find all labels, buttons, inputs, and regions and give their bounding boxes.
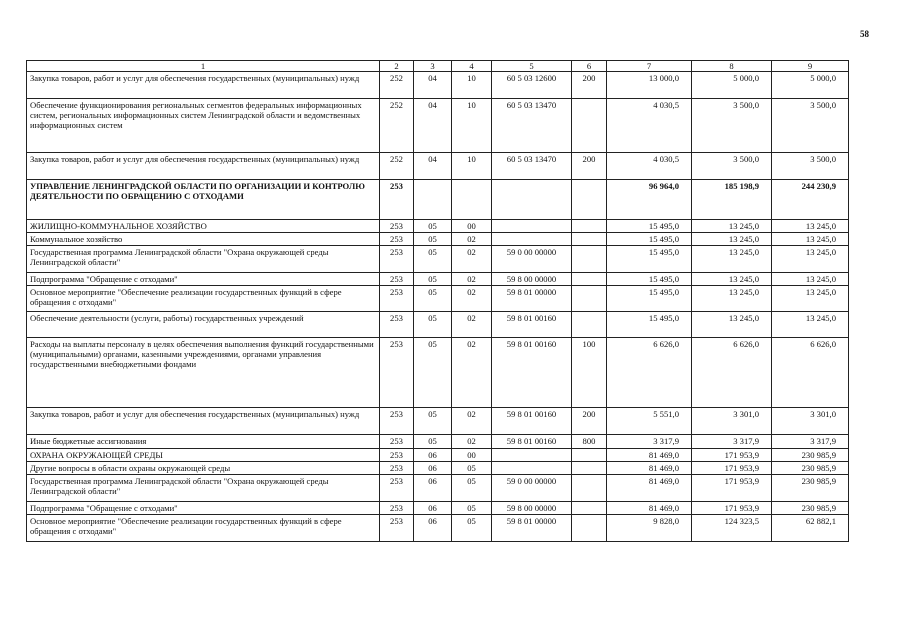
row-code-cell: 253	[380, 286, 414, 312]
table-row	[27, 515, 849, 542]
row-expense-type-cell	[572, 515, 607, 542]
row-year2-cell: 3 317,9	[692, 435, 772, 449]
row-target-cell: 59 8 00 00000	[492, 273, 572, 286]
row-year3-cell: 6 626,0	[772, 338, 849, 408]
row-year3-cell: 3 500,0	[772, 99, 849, 153]
row-section-cell: 05	[414, 273, 452, 286]
row-code-cell: 253	[380, 515, 414, 542]
row-subsection-cell: 10	[452, 72, 492, 99]
row-year1-cell: 81 469,0	[607, 502, 692, 515]
row-name-cell: Подпрограмма "Обращение с отходами"	[27, 502, 380, 515]
row-section-cell: 04	[414, 72, 452, 99]
column-number-cell: 4	[452, 61, 492, 72]
table-row	[27, 99, 849, 153]
row-year3-cell: 13 245,0	[772, 312, 849, 338]
row-target-cell: 60 5 03 13470	[492, 153, 572, 180]
row-subsection-cell: 02	[452, 273, 492, 286]
row-year2-cell: 171 953,9	[692, 502, 772, 515]
row-year3-cell: 244 230,9	[772, 180, 849, 220]
row-code-cell: 253	[380, 338, 414, 408]
row-name-cell: Обеспечение функционирования региональных сегментов федеральных информационных систем, региональных информационных систем Ленинградской области и ведомственных информационных систем	[27, 99, 380, 153]
row-year3-cell: 13 245,0	[772, 233, 849, 246]
row-year1-cell: 15 495,0	[607, 312, 692, 338]
table-row	[27, 246, 849, 273]
row-year3-cell: 3 317,9	[772, 435, 849, 449]
row-section-cell: 05	[414, 220, 452, 233]
row-expense-type-cell	[572, 502, 607, 515]
row-name-cell: Государственная программа Ленинградской области "Охрана окружающей среды Ленинградской области"	[27, 475, 380, 502]
row-code-cell: 253	[380, 435, 414, 449]
row-year1-cell: 4 030,5	[607, 99, 692, 153]
row-name-cell: ЖИЛИЩНО-КОММУНАЛЬНОЕ ХОЗЯЙСТВО	[27, 220, 380, 233]
column-number-cell: 7	[607, 61, 692, 72]
table-row	[27, 220, 849, 233]
row-year2-cell: 5 000,0	[692, 72, 772, 99]
row-year1-cell: 96 964,0	[607, 180, 692, 220]
row-target-cell: 59 8 01 00160	[492, 338, 572, 408]
row-target-cell: 59 8 01 00160	[492, 408, 572, 435]
row-year1-cell: 15 495,0	[607, 246, 692, 273]
row-year2-cell: 124 323,5	[692, 515, 772, 542]
table-row	[27, 435, 849, 449]
row-expense-type-cell	[572, 449, 607, 462]
row-year1-cell: 15 495,0	[607, 233, 692, 246]
row-section-cell: 06	[414, 475, 452, 502]
page-number: 58	[860, 29, 869, 39]
row-target-cell: 59 8 00 00000	[492, 502, 572, 515]
row-year2-cell: 3 500,0	[692, 99, 772, 153]
row-expense-type-cell	[572, 220, 607, 233]
row-section-cell: 05	[414, 338, 452, 408]
row-subsection-cell: 10	[452, 99, 492, 153]
row-subsection-cell: 02	[452, 286, 492, 312]
row-subsection-cell: 02	[452, 435, 492, 449]
table-row	[27, 475, 849, 502]
row-year1-cell: 3 317,9	[607, 435, 692, 449]
row-subsection-cell: 05	[452, 515, 492, 542]
budget-table	[26, 60, 849, 542]
table-row	[27, 312, 849, 338]
row-year1-cell: 15 495,0	[607, 273, 692, 286]
row-subsection-cell: 02	[452, 312, 492, 338]
row-year3-cell: 230 985,9	[772, 449, 849, 462]
table-row	[27, 72, 849, 99]
column-number-cell: 3	[414, 61, 452, 72]
row-year3-cell: 5 000,0	[772, 72, 849, 99]
row-year1-cell: 13 000,0	[607, 72, 692, 99]
row-year2-cell: 171 953,9	[692, 475, 772, 502]
table-row	[27, 408, 849, 435]
row-year2-cell: 13 245,0	[692, 220, 772, 233]
row-year2-cell: 3 500,0	[692, 153, 772, 180]
row-target-cell: 60 5 03 13470	[492, 99, 572, 153]
row-target-cell: 59 8 01 00000	[492, 286, 572, 312]
row-subsection-cell: 10	[452, 153, 492, 180]
row-subsection-cell	[452, 180, 492, 220]
row-year2-cell: 6 626,0	[692, 338, 772, 408]
row-name-cell: ОХРАНА ОКРУЖАЮЩЕЙ СРЕДЫ	[27, 449, 380, 462]
table-row	[27, 502, 849, 515]
row-subsection-cell: 02	[452, 246, 492, 273]
row-code-cell: 253	[380, 180, 414, 220]
row-year2-cell: 3 301,0	[692, 408, 772, 435]
row-subsection-cell: 05	[452, 502, 492, 515]
row-expense-type-cell	[572, 180, 607, 220]
row-target-cell: 59 8 01 00160	[492, 435, 572, 449]
row-name-cell: Закупка товаров, работ и услуг для обеспечения государственных (муниципальных) нужд	[27, 72, 380, 99]
row-subsection-cell: 02	[452, 338, 492, 408]
row-section-cell: 05	[414, 246, 452, 273]
row-year3-cell: 3 301,0	[772, 408, 849, 435]
row-section-cell: 05	[414, 312, 452, 338]
row-year2-cell: 13 245,0	[692, 273, 772, 286]
row-name-cell: Иные бюджетные ассигнования	[27, 435, 380, 449]
row-year2-cell: 171 953,9	[692, 449, 772, 462]
row-name-cell: Подпрограмма "Обращение с отходами"	[27, 273, 380, 286]
table-row	[27, 233, 849, 246]
row-year1-cell: 81 469,0	[607, 462, 692, 475]
row-name-cell: Коммунальное хозяйство	[27, 233, 380, 246]
row-target-cell: 59 8 01 00000	[492, 515, 572, 542]
row-expense-type-cell: 100	[572, 338, 607, 408]
row-target-cell: 60 5 03 12600	[492, 72, 572, 99]
column-number-cell: 8	[692, 61, 772, 72]
row-name-cell: Закупка товаров, работ и услуг для обеспечения государственных (муниципальных) нужд	[27, 408, 380, 435]
row-section-cell: 05	[414, 286, 452, 312]
row-target-cell	[492, 233, 572, 246]
row-year1-cell: 9 828,0	[607, 515, 692, 542]
column-number-cell: 6	[572, 61, 607, 72]
table-row	[27, 180, 849, 220]
row-target-cell	[492, 462, 572, 475]
table-row	[27, 273, 849, 286]
row-section-cell: 04	[414, 153, 452, 180]
row-expense-type-cell	[572, 99, 607, 153]
row-year3-cell: 13 245,0	[772, 286, 849, 312]
row-expense-type-cell: 800	[572, 435, 607, 449]
row-code-cell: 252	[380, 72, 414, 99]
column-number-cell: 9	[772, 61, 849, 72]
row-expense-type-cell	[572, 246, 607, 273]
column-number-row	[27, 61, 849, 72]
row-year2-cell: 13 245,0	[692, 246, 772, 273]
row-year3-cell: 230 985,9	[772, 475, 849, 502]
row-section-cell: 05	[414, 435, 452, 449]
row-expense-type-cell	[572, 286, 607, 312]
row-year1-cell: 81 469,0	[607, 475, 692, 502]
row-expense-type-cell	[572, 462, 607, 475]
row-expense-type-cell	[572, 233, 607, 246]
row-code-cell: 253	[380, 462, 414, 475]
row-target-cell	[492, 449, 572, 462]
row-year1-cell: 15 495,0	[607, 286, 692, 312]
row-year2-cell: 13 245,0	[692, 312, 772, 338]
table-row	[27, 286, 849, 312]
row-code-cell: 253	[380, 449, 414, 462]
table-row	[27, 338, 849, 408]
row-expense-type-cell	[572, 312, 607, 338]
column-number-cell: 2	[380, 61, 414, 72]
row-code-cell: 253	[380, 475, 414, 502]
row-name-cell: Закупка товаров, работ и услуг для обеспечения государственных (муниципальных) нужд	[27, 153, 380, 180]
row-target-cell	[492, 180, 572, 220]
row-code-cell: 253	[380, 273, 414, 286]
row-name-cell: Основное мероприятие "Обеспечение реализации государственных функций в сфере обращения с отходами"	[27, 515, 380, 542]
row-section-cell: 06	[414, 449, 452, 462]
column-number-cell: 5	[492, 61, 572, 72]
row-name-cell: УПРАВЛЕНИЕ ЛЕНИНГРАДСКОЙ ОБЛАСТИ ПО ОРГАНИЗАЦИИ И КОНТРОЛЮ ДЕЯТЕЛЬНОСТИ ПО ОБРАЩЕНИЮ С ОТХОДАМИ	[27, 180, 380, 220]
row-section-cell: 06	[414, 502, 452, 515]
row-expense-type-cell: 200	[572, 153, 607, 180]
row-year3-cell: 230 985,9	[772, 462, 849, 475]
row-code-cell: 252	[380, 99, 414, 153]
row-code-cell: 253	[380, 312, 414, 338]
row-expense-type-cell: 200	[572, 72, 607, 99]
row-year3-cell: 13 245,0	[772, 220, 849, 233]
row-section-cell: 04	[414, 99, 452, 153]
row-expense-type-cell: 200	[572, 408, 607, 435]
row-section-cell: 05	[414, 233, 452, 246]
row-year3-cell: 230 985,9	[772, 502, 849, 515]
row-code-cell: 253	[380, 408, 414, 435]
row-target-cell: 59 0 00 00000	[492, 246, 572, 273]
table-body	[27, 61, 849, 542]
row-name-cell: Государственная программа Ленинградской области "Охрана окружающей среды Ленинградской области"	[27, 246, 380, 273]
row-subsection-cell: 02	[452, 408, 492, 435]
table-row	[27, 449, 849, 462]
row-subsection-cell: 00	[452, 449, 492, 462]
row-year1-cell: 81 469,0	[607, 449, 692, 462]
row-subsection-cell: 05	[452, 462, 492, 475]
row-expense-type-cell	[572, 475, 607, 502]
row-year3-cell: 13 245,0	[772, 273, 849, 286]
row-subsection-cell: 02	[452, 233, 492, 246]
row-year1-cell: 6 626,0	[607, 338, 692, 408]
row-target-cell	[492, 220, 572, 233]
row-target-cell: 59 0 00 00000	[492, 475, 572, 502]
row-code-cell: 253	[380, 233, 414, 246]
row-name-cell: Обеспечение деятельности (услуги, работы) государственных учреждений	[27, 312, 380, 338]
row-year2-cell: 185 198,9	[692, 180, 772, 220]
table-row	[27, 462, 849, 475]
column-number-cell: 1	[27, 61, 380, 72]
row-year3-cell: 13 245,0	[772, 246, 849, 273]
table-row	[27, 153, 849, 180]
row-code-cell: 252	[380, 153, 414, 180]
row-year3-cell: 62 882,1	[772, 515, 849, 542]
row-subsection-cell: 05	[452, 475, 492, 502]
row-code-cell: 253	[380, 502, 414, 515]
row-subsection-cell: 00	[452, 220, 492, 233]
row-name-cell: Другие вопросы в области охраны окружающей среды	[27, 462, 380, 475]
row-year1-cell: 5 551,0	[607, 408, 692, 435]
row-year2-cell: 13 245,0	[692, 233, 772, 246]
row-section-cell: 05	[414, 408, 452, 435]
row-name-cell: Расходы на выплаты персоналу в целях обеспечения выполнения функций государственными (муниципальными) органами, казенными учреждениями, органами управления государственными внебюджетными фондами	[27, 338, 380, 408]
row-target-cell: 59 8 01 00160	[492, 312, 572, 338]
row-year2-cell: 171 953,9	[692, 462, 772, 475]
row-year3-cell: 3 500,0	[772, 153, 849, 180]
row-section-cell	[414, 180, 452, 220]
row-section-cell: 06	[414, 462, 452, 475]
row-section-cell: 06	[414, 515, 452, 542]
row-year1-cell: 15 495,0	[607, 220, 692, 233]
row-code-cell: 253	[380, 246, 414, 273]
row-name-cell: Основное мероприятие "Обеспечение реализации государственных функций в сфере обращения с отходами"	[27, 286, 380, 312]
row-code-cell: 253	[380, 220, 414, 233]
row-year1-cell: 4 030,5	[607, 153, 692, 180]
row-expense-type-cell	[572, 273, 607, 286]
row-year2-cell: 13 245,0	[692, 286, 772, 312]
